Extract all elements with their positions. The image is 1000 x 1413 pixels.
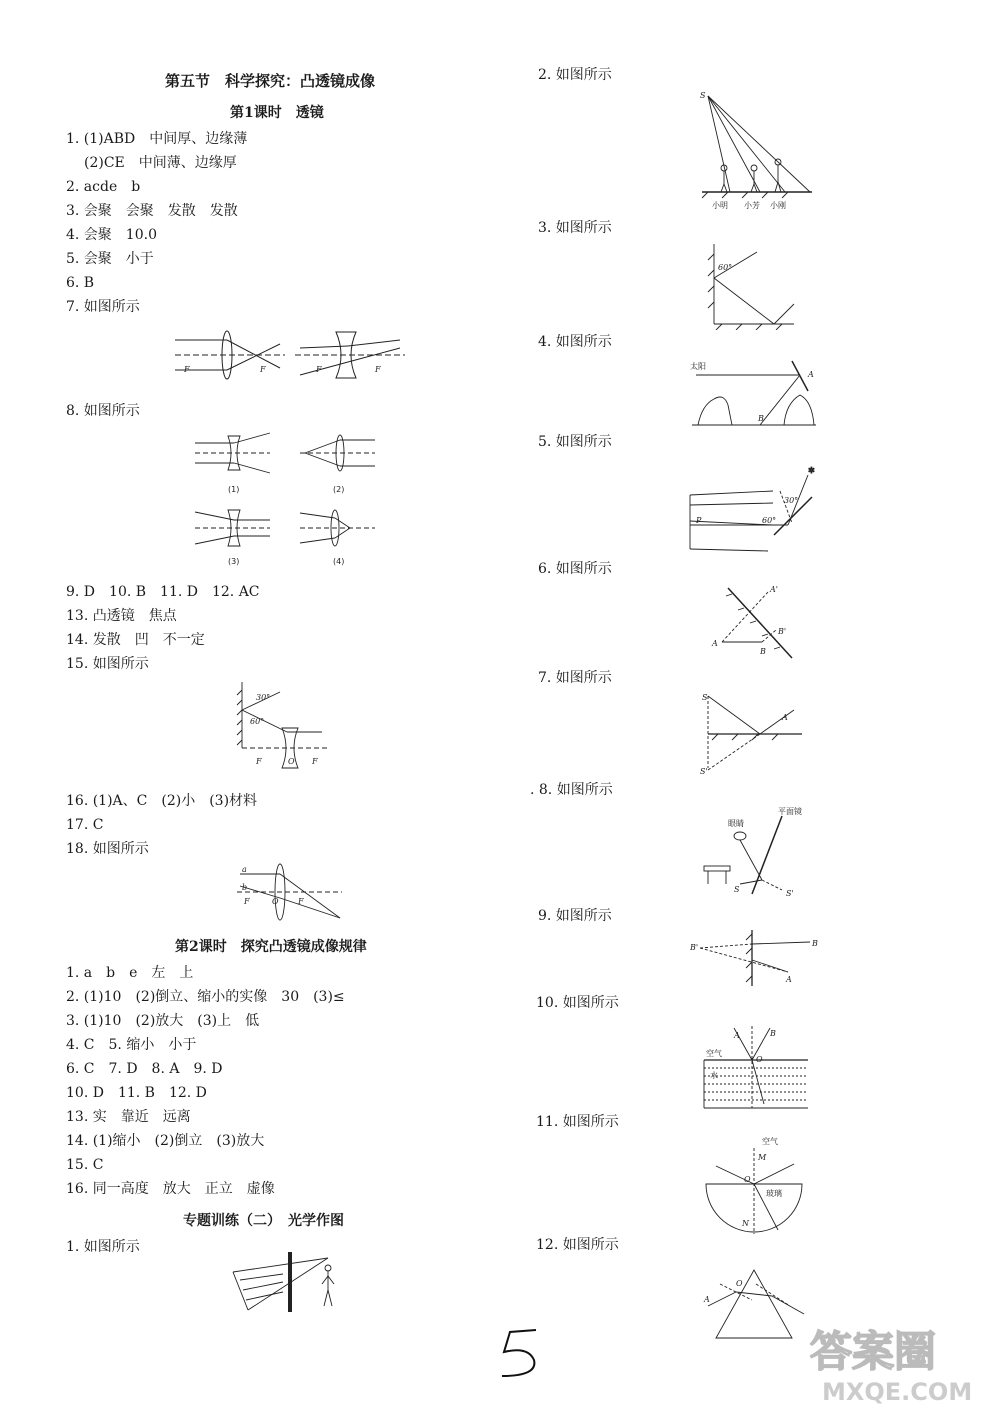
watermark-url: MXQE.COM (822, 1378, 973, 1406)
point-label: B (758, 414, 764, 423)
figure-6-mirror-image (710, 582, 800, 662)
point-label: N (742, 1219, 749, 1228)
answer-line: 12. 如图所示 (536, 1237, 619, 1253)
figure-7-lenses (170, 330, 410, 380)
eye-label: 眼睛 (728, 819, 744, 828)
point-label: M (758, 1153, 767, 1162)
focal-label-f: F (312, 757, 318, 766)
point-label: B' (690, 943, 699, 952)
medium-label: 空气 (762, 1137, 778, 1146)
answer-line: 9. D 10. B 11. D 12. AC (66, 584, 260, 600)
answer-line: 15. C (66, 1157, 104, 1173)
focal-label-f: F (375, 365, 381, 374)
focal-label-f: F (316, 365, 322, 374)
answer-line: 4. 会聚 10.0 (66, 227, 157, 243)
answer-line: 4. C 5. 缩小 小于 (66, 1037, 197, 1053)
page-number (488, 1322, 548, 1386)
answer-line: 14. (1)缩小 (2)倒立 (3)放大 (66, 1133, 265, 1149)
lesson-title-2: 第2课时 探究凸透镜成像规律 (175, 939, 367, 955)
figure-15-mirror-lens (232, 680, 332, 770)
point-label: P (696, 516, 702, 525)
focal-label-f: F (298, 897, 304, 906)
figure-10-refraction-water (700, 1022, 812, 1112)
answer-line: . 8. 如图所示 (530, 782, 613, 798)
answer-line: 1. a b e 左 上 (66, 965, 194, 981)
answer-line: 16. 同一高度 放大 正立 虚像 (66, 1181, 275, 1197)
figure-9-reflection (688, 928, 823, 988)
figure-11-refraction-glass (702, 1134, 807, 1244)
person-label: 小明 (712, 201, 728, 210)
point-label: S' (700, 767, 708, 776)
answer-line: 2. acde b (66, 179, 141, 195)
answer-line: 2. 如图所示 (538, 67, 612, 83)
point-label: O (736, 1279, 743, 1288)
subfigure-label: (1) (228, 485, 240, 494)
figure-3-corner-mirror (702, 240, 797, 330)
figure-8-eye-mirror (700, 800, 815, 900)
angle-label: 30° (256, 693, 271, 702)
figure-18-convex-lens (232, 860, 344, 924)
point-label: B (760, 647, 766, 656)
answer-line: 18. 如图所示 (66, 841, 149, 857)
angle-label: 60° (718, 263, 733, 272)
focal-label-f: F (184, 365, 190, 374)
point-label: B (812, 939, 818, 948)
angle-label: 60° (250, 717, 265, 726)
answer-line: 7. 如图所示 (538, 670, 612, 686)
answer-line: (2)CE 中间薄、边缘厚 (84, 155, 237, 171)
point-label: S (702, 693, 708, 702)
point-label: S (734, 885, 740, 894)
answer-line: 13. 实 靠近 远离 (66, 1109, 191, 1125)
ray-label-a: a (242, 865, 247, 874)
point-label: A (712, 639, 718, 648)
answer-line: 3. 会聚 会聚 发散 发散 (66, 203, 238, 219)
answer-line: 10. D 11. B 12. D (66, 1085, 207, 1101)
watermark (790, 1318, 990, 1408)
focal-label-f: F (244, 897, 250, 906)
answer-line: 7. 如图所示 (66, 299, 140, 315)
medium-label: 空气 (706, 1049, 722, 1058)
focal-label-f: F (256, 757, 262, 766)
point-label: O (744, 1175, 751, 1184)
answer-line: 13. 凸透镜 焦点 (66, 608, 177, 624)
figure-8-lens-set (190, 428, 380, 568)
answer-line: 5. 会聚 小于 (66, 251, 154, 267)
answer-line: 10. 如图所示 (536, 995, 619, 1011)
figure-2-light-shadow (700, 88, 815, 213)
angle-label: 30° (784, 496, 799, 505)
watermark-text: 答案圈 (810, 1327, 937, 1376)
answer-line: 3. (1)10 (2)放大 (3)上 低 (66, 1013, 260, 1029)
point-label: B (770, 1029, 776, 1038)
point-label: A (782, 713, 788, 722)
lesson-title-1: 第1课时 透镜 (230, 105, 324, 121)
answer-line: 6. 如图所示 (538, 561, 612, 577)
answer-line: 4. 如图所示 (538, 334, 612, 350)
ray-label-b: b (242, 883, 248, 892)
point-label: A (704, 1295, 710, 1304)
answer-line: 17. C (66, 817, 104, 833)
topic-title: 专题训练（二） 光学作图 (183, 1213, 344, 1229)
figure-4-sun-mirror (688, 355, 818, 433)
figure-5-sun-reflection (688, 455, 823, 555)
subfigure-label: (4) (333, 557, 345, 566)
light-source-label: S (700, 91, 706, 100)
answer-line: 6. C 7. D 8. A 9. D (66, 1061, 223, 1077)
answer-line: 2. (1)10 (2)倒立、缩小的实像 30 (3)≤ (66, 989, 345, 1005)
svg-text:✲: ✲ (808, 466, 815, 475)
point-label: O (756, 1055, 763, 1064)
figure-7-plane-mirror (698, 688, 808, 778)
sun-label: 太阳 (690, 362, 706, 371)
point-label: A' (770, 585, 778, 594)
page-number-text: 5 (488, 1322, 489, 1323)
answer-line: 1. (1)ABD 中间厚、边缘薄 (66, 131, 248, 147)
answer-line: 9. 如图所示 (538, 908, 612, 924)
center-label-o: O (272, 897, 279, 906)
answer-line: 5. 如图所示 (538, 434, 612, 450)
person-label: 小刚 (770, 201, 786, 210)
angle-label: 60° (762, 516, 777, 525)
point-label: A (808, 370, 814, 379)
answer-line: 11. 如图所示 (536, 1114, 619, 1130)
mirror-label: 平面镜 (778, 807, 802, 816)
answer-line: 16. (1)A、C (2)小 (3)材料 (66, 793, 258, 809)
person-label: 小芳 (744, 201, 760, 210)
point-label: A (786, 975, 792, 984)
subfigure-label: (3) (228, 557, 240, 566)
medium-label: 玻璃 (766, 1189, 782, 1198)
point-label: S' (786, 889, 794, 898)
subfigure-label: (2) (333, 485, 345, 494)
answer-line: 1. 如图所示 (66, 1239, 140, 1255)
focal-label-f: F (260, 365, 266, 374)
point-label: A (734, 1031, 740, 1040)
figure-shadow-wall (228, 1250, 348, 1316)
point-label: B' (778, 627, 787, 636)
answer-line: 8. 如图所示 (66, 403, 140, 419)
answer-line: 14. 发散 凹 不一定 (66, 632, 205, 648)
answer-line: 6. B (66, 275, 95, 291)
section-title: 第五节 科学探究：凸透镜成像 (165, 72, 376, 90)
answer-line: 15. 如图所示 (66, 656, 149, 672)
medium-label: 水 (710, 1071, 718, 1080)
center-label-o: O (288, 757, 295, 766)
answer-line: 3. 如图所示 (538, 220, 612, 236)
